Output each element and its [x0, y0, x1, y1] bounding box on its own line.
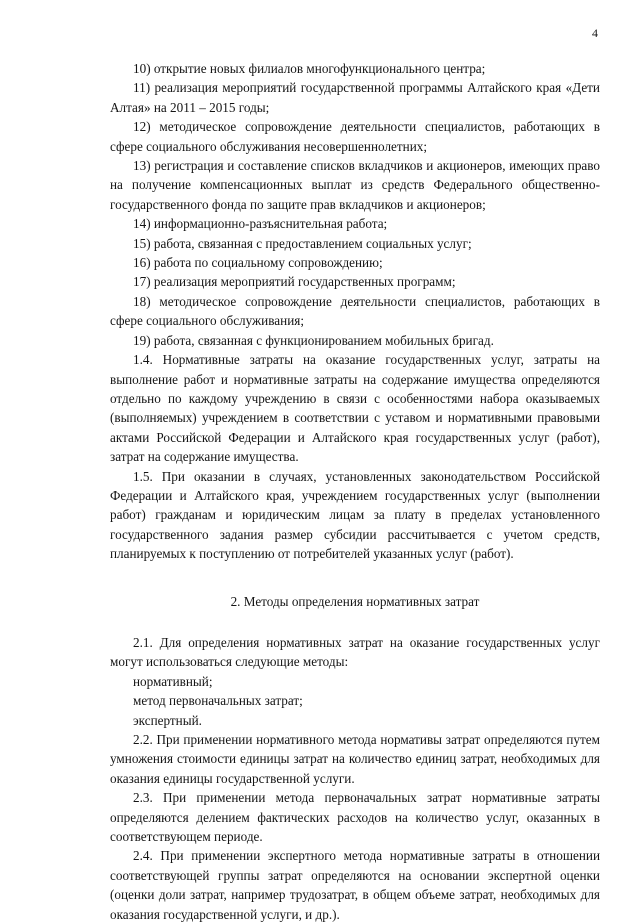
paragraph-1-4: 1.4. Нормативные затраты на оказание государственных услуг, затраты на выполнение работ и нормативные затраты на содержание имущества определяются отдельно по каждому учреждению в связи с особенностями набора оказываемых (выполняемых) учреждением в соответствии с уставом и нормативными правовыми актами Российской Федерации и Алтайского края государственных услуг (работ), затрат на содержание имущества.: [110, 352, 600, 465]
method-item: нормативный;: [133, 673, 213, 689]
list-item: 13) регистрация и составление списков вкладчиков и акционеров, имеющих право на получение компенсационных выплат из средств Федерального общественно-государственного фонда по защите прав вкладчиков и акционеров;: [110, 158, 600, 212]
paragraph-2-4: 2.4. При применении экспертного метода нормативные затраты в отношении соответствующей группы затрат определяются на основании экспертной оценки (оценки доли затрат, например трудозатрат, в общем объеме затрат, необходимых для оказания государственной услуги, и др.).: [110, 848, 600, 922]
paragraph-1-5: 1.5. При оказании в случаях, установленных законодательством Российской Федерации и Алтайского края, учреждением государственных услуг (выполнении работ) гражданам и юридическим лицам за плату в пределах установленного государственного задания размер субсидии рассчитывается с учетом средств, планируемых к поступлению от потребителей указанных услуг (работ).: [110, 468, 600, 562]
method-item: экспертный.: [133, 712, 202, 728]
page-number: 4: [592, 26, 598, 40]
paragraph-2-1: 2.1. Для определения нормативных затрат на оказание государственных услуг могут использоваться следующие методы:: [110, 634, 600, 670]
list-item: 15) работа, связанная с предоставлением социальных услуг;: [133, 235, 472, 251]
list-item: 12) методическое сопровождение деятельности специалистов, работающих в сфере социального обслуживания несовершеннолетних;: [110, 119, 600, 154]
paragraph-2-3: 2.3. При применении метода первоначальных затрат нормативные затраты определяются делением фактических расходов на количество услуг, оказанных в соответствующем периоде.: [110, 790, 600, 845]
list-item: 18) методическое сопровождение деятельности специалистов, работающих в сфере социального обслуживания;: [110, 293, 600, 329]
list-item: 19) работа, связанная с функционированием мобильных бригад.: [133, 332, 494, 348]
method-item: метод первоначальных затрат;: [133, 693, 303, 709]
list-item: 16) работа по социальному сопровождению;: [133, 255, 383, 271]
list-item: 10) открытие новых филиалов многофункционального центра;: [133, 61, 486, 76]
section-2-heading: 2. Методы определения нормативных затрат: [230, 593, 480, 609]
list-item: 11) реализация мероприятий государственной программы Алтайского края «Дети Алтая» на 2011 – 2015 годы;: [110, 80, 600, 115]
list-item: 14) информационно-разъяснительная работа;: [133, 216, 388, 232]
paragraph-2-2: 2.2. При применении нормативного метода нормативы затрат определяются путем умножения стоимости единицы затрат на количество единиц затрат, необходимых для оказания единицы государственной услуги.: [110, 732, 600, 786]
list-item: 17) реализация мероприятий государственных программ;: [133, 274, 456, 290]
document-body: [110, 59, 600, 924]
